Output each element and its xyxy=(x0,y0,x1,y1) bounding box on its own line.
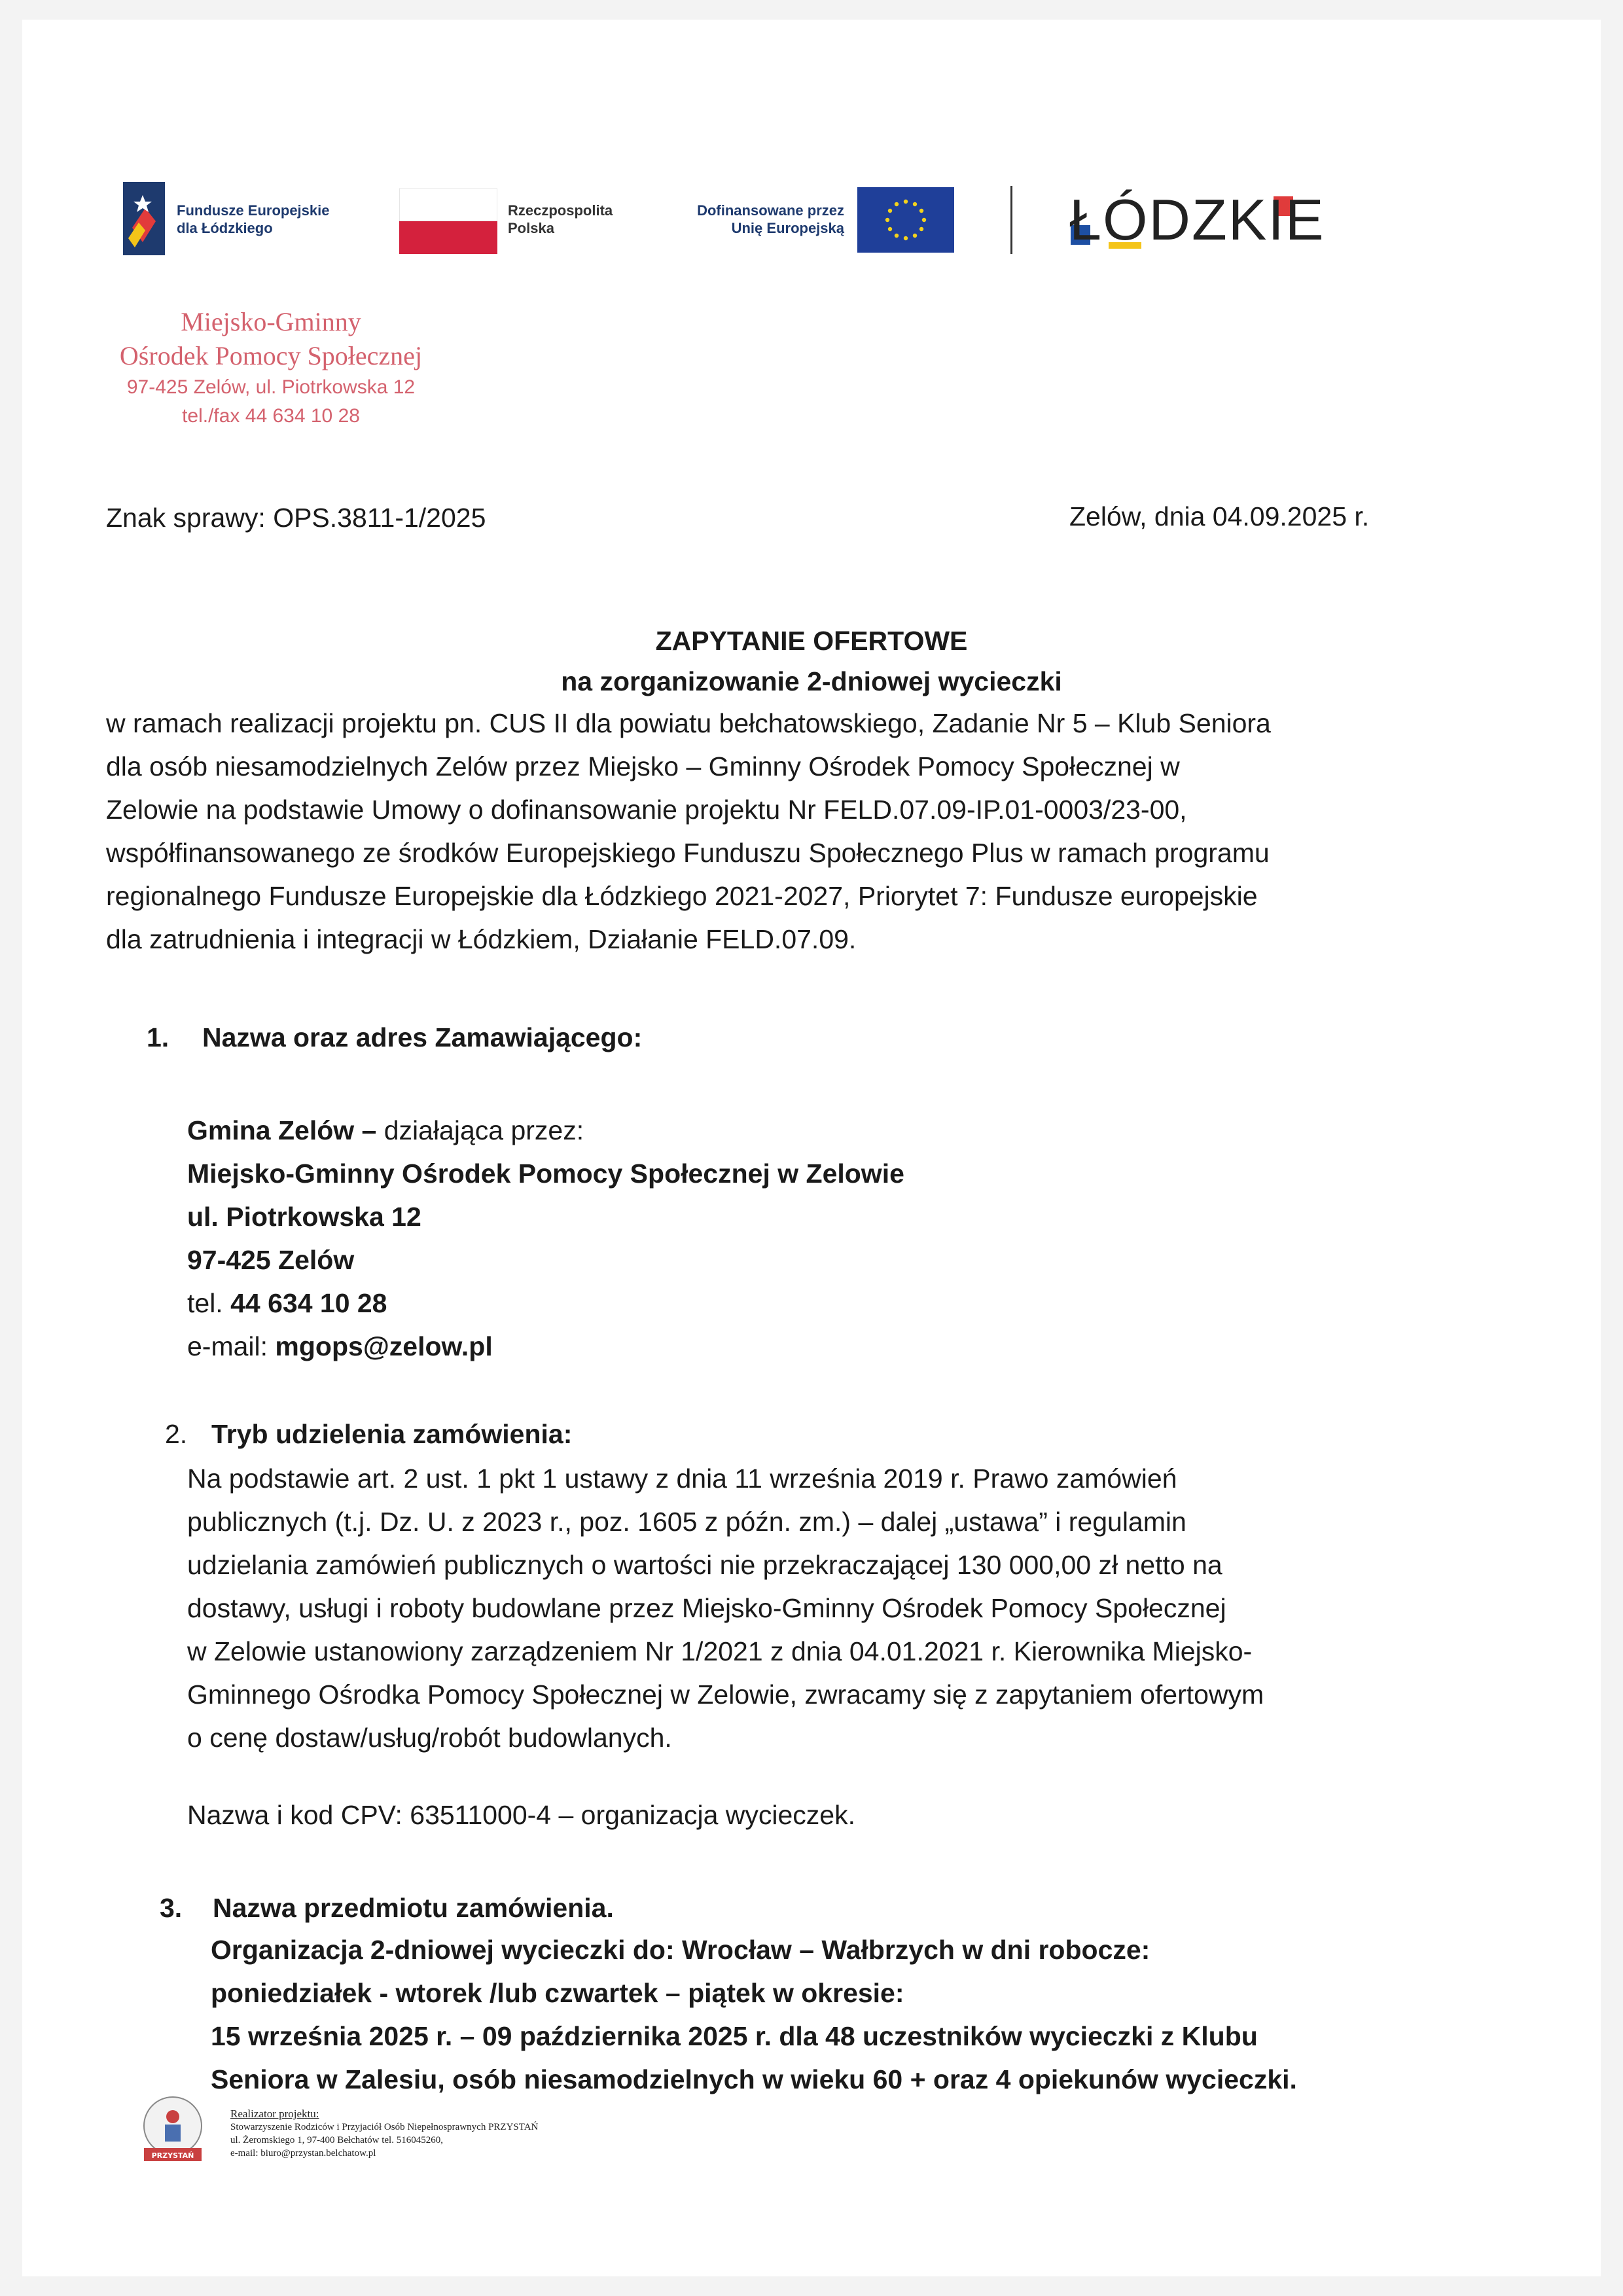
fe-line2: dla Łódzkiego xyxy=(177,220,273,236)
stamp-line4: tel./fax 44 634 10 28 xyxy=(182,405,360,427)
org-phone xyxy=(187,1282,904,1325)
intro-paragraph xyxy=(106,702,1572,961)
section2-line: Na podstawie art. 2 ust. 1 pkt 1 ustawy z dnia 11 września 2019 r. Prawo zamówień xyxy=(187,1463,1177,1494)
stamp-line2: Ośrodek Pomocy Społecznej xyxy=(119,341,423,370)
intro-line: regionalnego Fundusze Europejskie dla Łódzkiego 2021-2027, Priorytet 7: Fundusze europejskie xyxy=(106,881,1258,911)
org-street: ul. Piotrkowska 12 xyxy=(187,1202,421,1232)
section3-number: 3. xyxy=(160,1893,183,1923)
footer-line1: Stowarzyszenie Rodziców i Przyjaciół Osób Niepełnosprawnych PRZYSTAŃ xyxy=(230,2122,539,2132)
section2-line: o cenę dostaw/usług/robót budowlanych. xyxy=(187,1723,672,1753)
przystan-logo-icon xyxy=(140,2096,205,2164)
poland-flag-icon xyxy=(399,188,497,254)
intro-line: dla osób niesamodzielnych Zelów przez Miejsko – Gminny Ośrodek Pomocy Społecznej w xyxy=(106,751,1180,781)
section3-paragraph xyxy=(211,1928,1592,2101)
footer-line3: e-mail: biuro@przystan.belchatow.pl xyxy=(230,2148,376,2159)
fe-line1: Fundusze Europejskie xyxy=(177,202,330,219)
section2-title: Tryb udzielenia zamówienia: xyxy=(211,1419,573,1449)
org-name: Miejsko-Gminny Ośrodek Pomocy Społecznej w Zelowie xyxy=(187,1158,904,1189)
intro-line: dla zatrudnienia i integracji w Łódzkiem, Działanie FELD.07.09. xyxy=(106,924,857,954)
intro-line: współfinansowanego ze środków Europejskiego Funduszu Społecznego Plus w ramach programu xyxy=(106,838,1270,868)
fundusze-europejskie-logo-icon xyxy=(123,182,165,255)
document-title xyxy=(22,620,1601,702)
cpv-code: Nazwa i kod CPV: 63511000-4 – organizacja wycieczek. xyxy=(187,1800,855,1830)
section1-heading xyxy=(147,1016,642,1059)
footer-label: Realizator projektu: xyxy=(230,2108,319,2120)
section2-line: dostawy, usługi i roboty budowlane przez Miejsko-Gminny Ośrodek Pomocy Społecznej xyxy=(187,1593,1226,1623)
entity-acting: działająca przez: xyxy=(376,1115,584,1145)
entity-line xyxy=(187,1109,904,1152)
org-email xyxy=(187,1325,904,1368)
logo-divider xyxy=(1010,186,1012,254)
section3-line: Seniora w Zalesiu, osób niesamodzielnych w wieku 60 + oraz 4 opiekunów wycieczki. xyxy=(211,2064,1297,2094)
case-number: Znak sprawy: OPS.3811-1/2025 xyxy=(106,503,486,533)
phone-value: 44 634 10 28 xyxy=(230,1288,387,1318)
entity-name: Gmina Zelów – xyxy=(187,1115,377,1145)
eu-flag-icon xyxy=(857,187,954,253)
section1-address-block xyxy=(187,1109,904,1368)
rp-line1: Rzeczpospolita xyxy=(508,202,613,219)
document-date: Zelów, dnia 04.09.2025 r. xyxy=(1069,501,1370,531)
section2-number: 2. xyxy=(165,1419,188,1449)
section3-line: 15 września 2025 r. – 09 października 2025 r. dla 48 uczestników wycieczki z Klubu xyxy=(211,2021,1258,2051)
stamp-line1: Miejsko-Gminny xyxy=(181,307,361,336)
phone-label: tel. xyxy=(187,1288,231,1318)
eu-logo-text xyxy=(651,202,844,237)
rp-line2: Polska xyxy=(508,220,554,236)
fe-logo-text xyxy=(177,202,373,237)
org-city: 97-425 Zelów xyxy=(187,1245,355,1275)
stamp-line3: 97-425 Zelów, ul. Piotrkowska 12 xyxy=(126,376,416,398)
logo-bar xyxy=(22,20,1601,252)
footer-line2: ul. Żeromskiego 1, 97-400 Bełchatów tel. 516045260, xyxy=(230,2135,443,2145)
email-value: mgops@zelow.pl xyxy=(275,1331,493,1361)
section1-title: Nazwa oraz adres Zamawiającego: xyxy=(202,1022,643,1052)
rp-logo-text xyxy=(508,202,652,237)
intro-line: Zelowie na podstawie Umowy o dofinansowanie projektu Nr FELD.07.09-IP.01-0003/23-00, xyxy=(106,795,1187,825)
section3-heading xyxy=(160,1886,614,1929)
section2-heading xyxy=(165,1412,572,1456)
title-line2: na zorganizowanie 2-dniowej wycieczki xyxy=(561,666,1062,696)
title-line1: ZAPYTANIE OFERTOWE xyxy=(655,626,968,656)
section2-line: publicznych (t.j. Dz. U. z 2023 r., poz. 1605 z późn. zm.) – dalej „ustawa” i regulamin xyxy=(187,1507,1186,1537)
section2-line: udzielania zamówień publicznych o wartości nie przekraczającej 130 000,00 zł netto na xyxy=(187,1550,1222,1580)
email-label: e-mail: xyxy=(187,1331,276,1361)
section2-line: w Zelowie ustanowiony zarządzeniem Nr 1/2021 z dnia 04.01.2021 r. Kierownika Miejsko- xyxy=(187,1636,1253,1666)
section1-number: 1. xyxy=(147,1022,169,1052)
document-page xyxy=(22,20,1601,2276)
intro-line: w ramach realizacji projektu pn. CUS II dla powiatu bełchatowskiego, Zadanie Nr 5 – Klub Seniora xyxy=(106,708,1271,738)
section2-paragraph xyxy=(187,1457,1588,1759)
lodzkie-logo xyxy=(1069,187,1344,263)
lodzkie-wordmark: ŁÓDZKIE xyxy=(1069,187,1325,252)
eu-line1: Dofinansowane przez xyxy=(697,202,844,219)
section3-line: Organizacja 2-dniowej wycieczki do: Wrocław – Wałbrzych w dni robocze: xyxy=(211,1935,1150,1965)
section3-title: Nazwa przedmiotu zamówienia. xyxy=(213,1893,614,1923)
section2-line: Gminnego Ośrodka Pomocy Społecznej w Zelowie, zwracamy się z zapytaniem ofertowym xyxy=(187,1679,1264,1710)
przystan-logo-text: PRZYSTAŃ xyxy=(151,2151,194,2160)
section3-line: poniedziałek - wtorek /lub czwartek – piątek w okresie: xyxy=(211,1978,904,2008)
eu-line2: Unię Europejską xyxy=(731,220,844,236)
footer-block xyxy=(230,2108,819,2160)
institution-stamp xyxy=(101,305,441,431)
